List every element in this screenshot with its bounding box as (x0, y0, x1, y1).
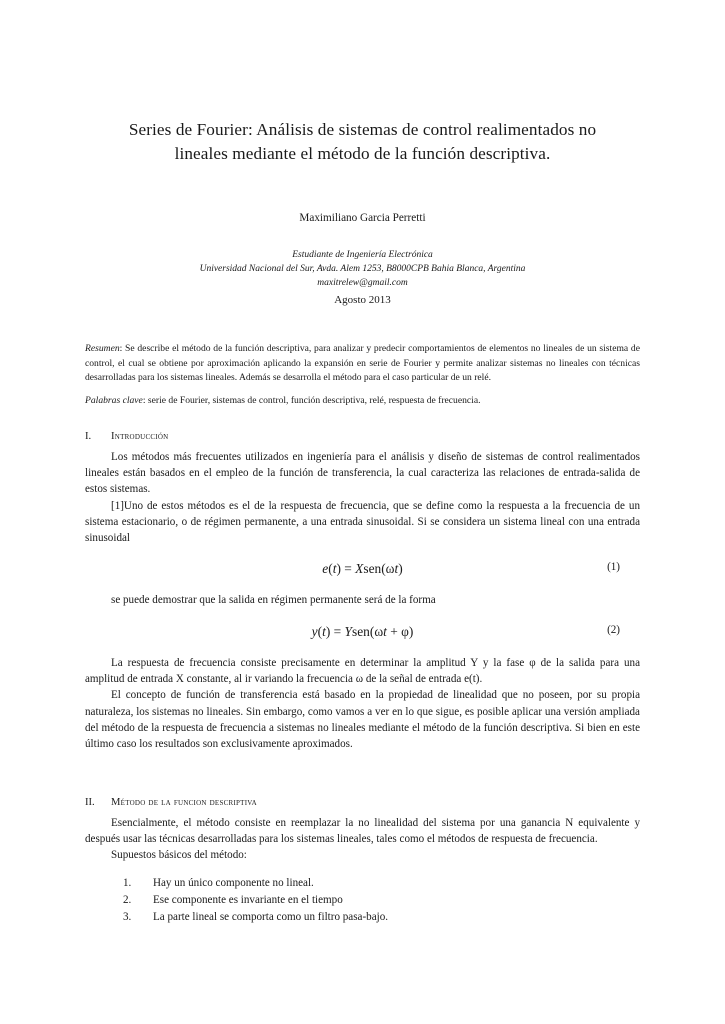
eq2-equals: = (330, 623, 345, 639)
list-text-1: Hay un único componente no lineal. (153, 877, 314, 890)
list-marker-2: 2. (123, 894, 132, 907)
author-name: Maximiliano Garcia Perretti (299, 211, 426, 224)
section-introduccion (85, 431, 640, 753)
author-email: maxitrelew@gmail.com (317, 278, 408, 289)
title-line-2: lineales mediante el método de la función descriptiva. (174, 144, 551, 164)
list-marker-1: 1. (123, 877, 132, 890)
list-item (85, 875, 640, 892)
eq1-var-t2: t (394, 561, 399, 577)
abstract-label: Resumen (85, 343, 120, 355)
eq2-paren-open: ( (317, 623, 323, 639)
section-number-2: II. (85, 796, 95, 808)
equation-row-2 (85, 624, 640, 640)
metodo-paragraph-2: Supuestos básicos del método: (111, 849, 247, 862)
eq1-paren-close: ) (336, 561, 341, 577)
abstract-block (85, 342, 640, 408)
list-text-3: La parte lineal se comporta como un filtro pasa-bajo. (153, 911, 389, 924)
title-line-1: Series de Fourier: Análisis de sistemas de control realimentados no (128, 120, 597, 139)
title-block (85, 0, 640, 308)
equation-row-1 (85, 561, 640, 577)
eq1-var-X: X (355, 561, 364, 577)
list-item (85, 909, 640, 926)
eq2-var-y: y (311, 623, 318, 639)
equation-1 (322, 561, 402, 577)
section-heading-2 (85, 797, 640, 808)
eq1-equals: = (340, 561, 356, 577)
intro-paragraph-2: [1]Uno de estos métodos es el de la respuesta de frecuencia, que se define como la respuesta a la frecuencia de un sistema estacionario, o de régimen permanente, a una entrada sinusoidal. Si se considera un sistema lineal con una entrada sinusoidal (85, 499, 640, 545)
keywords-label: Palabras clave (85, 395, 143, 407)
eq1-var-e: e (322, 561, 329, 577)
abstract-text: : Se describe el método de la función descriptiva, para analizar y predecir comportamientos de elementos no lineales de un sistema de control, el cual se obtiene por aproximación aplicando la expansión en serie de Fourier y permite analizar sistemas no lineales con técnicas desarrolladas para los sistemas lineales. Además se desarrolla el método para el caso particular de un relé. (85, 343, 640, 384)
affiliation-line-1: Estudiante de Ingeniería Electrónica (292, 249, 433, 260)
intro-paragraph-4: El concepto de función de transferencia está basado en la propiedad de linealidad que no poseen, por su propia naturaleza, los sistemas no lineales. Sin embargo, como vamos a ver en lo que sigue, es posible aplicar una versión ampliada del método de la respuesta de frecuencia a sistemas no lineales mediante el método de la función descriptiva. Si bien en este último caso los resultados son exclusivamente aproximados. (85, 689, 640, 751)
section-gap (85, 753, 640, 775)
eq2-plus: + (386, 623, 402, 639)
equation-number-2: (2) (607, 623, 620, 636)
eq1-paren-close-2: ) (398, 561, 403, 577)
intro-note-after-eq1: se puede demostrar que la salida en régimen permanente será de la forma (111, 594, 436, 607)
list-item (85, 892, 640, 909)
section-metodo-funcion-descriptiva (85, 797, 640, 926)
eq1-paren-open: ( (328, 561, 333, 577)
assumptions-list (85, 875, 640, 926)
intro-paragraph-1: Los métodos más frecuentes utilizados en ingeniería para el análisis y diseño de sistemas de control realimentados lineales están basados en el empleo de la función de transferencia, la cual caracteriza las relaciones de entrada-salida de estos sistemas. (85, 450, 640, 496)
eq2-paren-close: ) (325, 623, 331, 639)
section-number-1: I. (85, 430, 92, 442)
equation-2 (312, 624, 414, 640)
metodo-paragraph-1: Esencialmente, el método consiste en reemplazar la no linealidad del sistema por una ganancia N equivalente y después usar las técnicas desarrolladas para los sistemas lineales, tales como el métodos de respuesta de frecuencia. (85, 816, 640, 845)
section-title-2: Método de la funcion descriptiva (111, 796, 257, 808)
eq2-var-t2: t (383, 623, 387, 639)
list-text-2: Ese componente es invariante en el tiempo (153, 894, 343, 907)
eq2-phi: φ (401, 623, 409, 639)
equation-number-1: (1) (607, 561, 620, 574)
keywords-text: : serie de Fourier, sistemas de control, función descriptiva, relé, respuesta de frecuencia. (142, 395, 481, 407)
eq2-paren-close-2: ) (408, 623, 414, 639)
section-title-1: Introducción (111, 430, 169, 442)
eq2-omega: ω (374, 623, 384, 639)
eq1-var-t: t (332, 561, 337, 577)
eq2-var-Y: Y (344, 623, 352, 639)
affiliation-line-2: Universidad Nacional del Sur, Avda. Alem 1253, B8000CPB Bahia Blanca, Argentina (199, 263, 526, 274)
page-title (85, 118, 640, 167)
eq1-sen: sen( (363, 561, 386, 577)
eq2-sen: sen( (352, 623, 375, 639)
section-heading-1 (85, 431, 640, 442)
keywords-paragraph (85, 394, 640, 409)
eq1-omega: ω (385, 561, 395, 577)
list-marker-3: 3. (123, 911, 132, 924)
intro-paragraph-3: La respuesta de frecuencia consiste precisamente en determinar la amplitud Y y la fase φ de la salida para una amplitud de entrada X constante, al ir variando la frecuencia ω de la señal de entrada e(t). (85, 656, 640, 686)
abstract-paragraph (85, 342, 640, 386)
affiliation-block (85, 248, 640, 309)
eq2-var-t: t (322, 623, 326, 639)
publication-date: Agosto 2013 (334, 293, 391, 306)
author-block (85, 211, 640, 308)
